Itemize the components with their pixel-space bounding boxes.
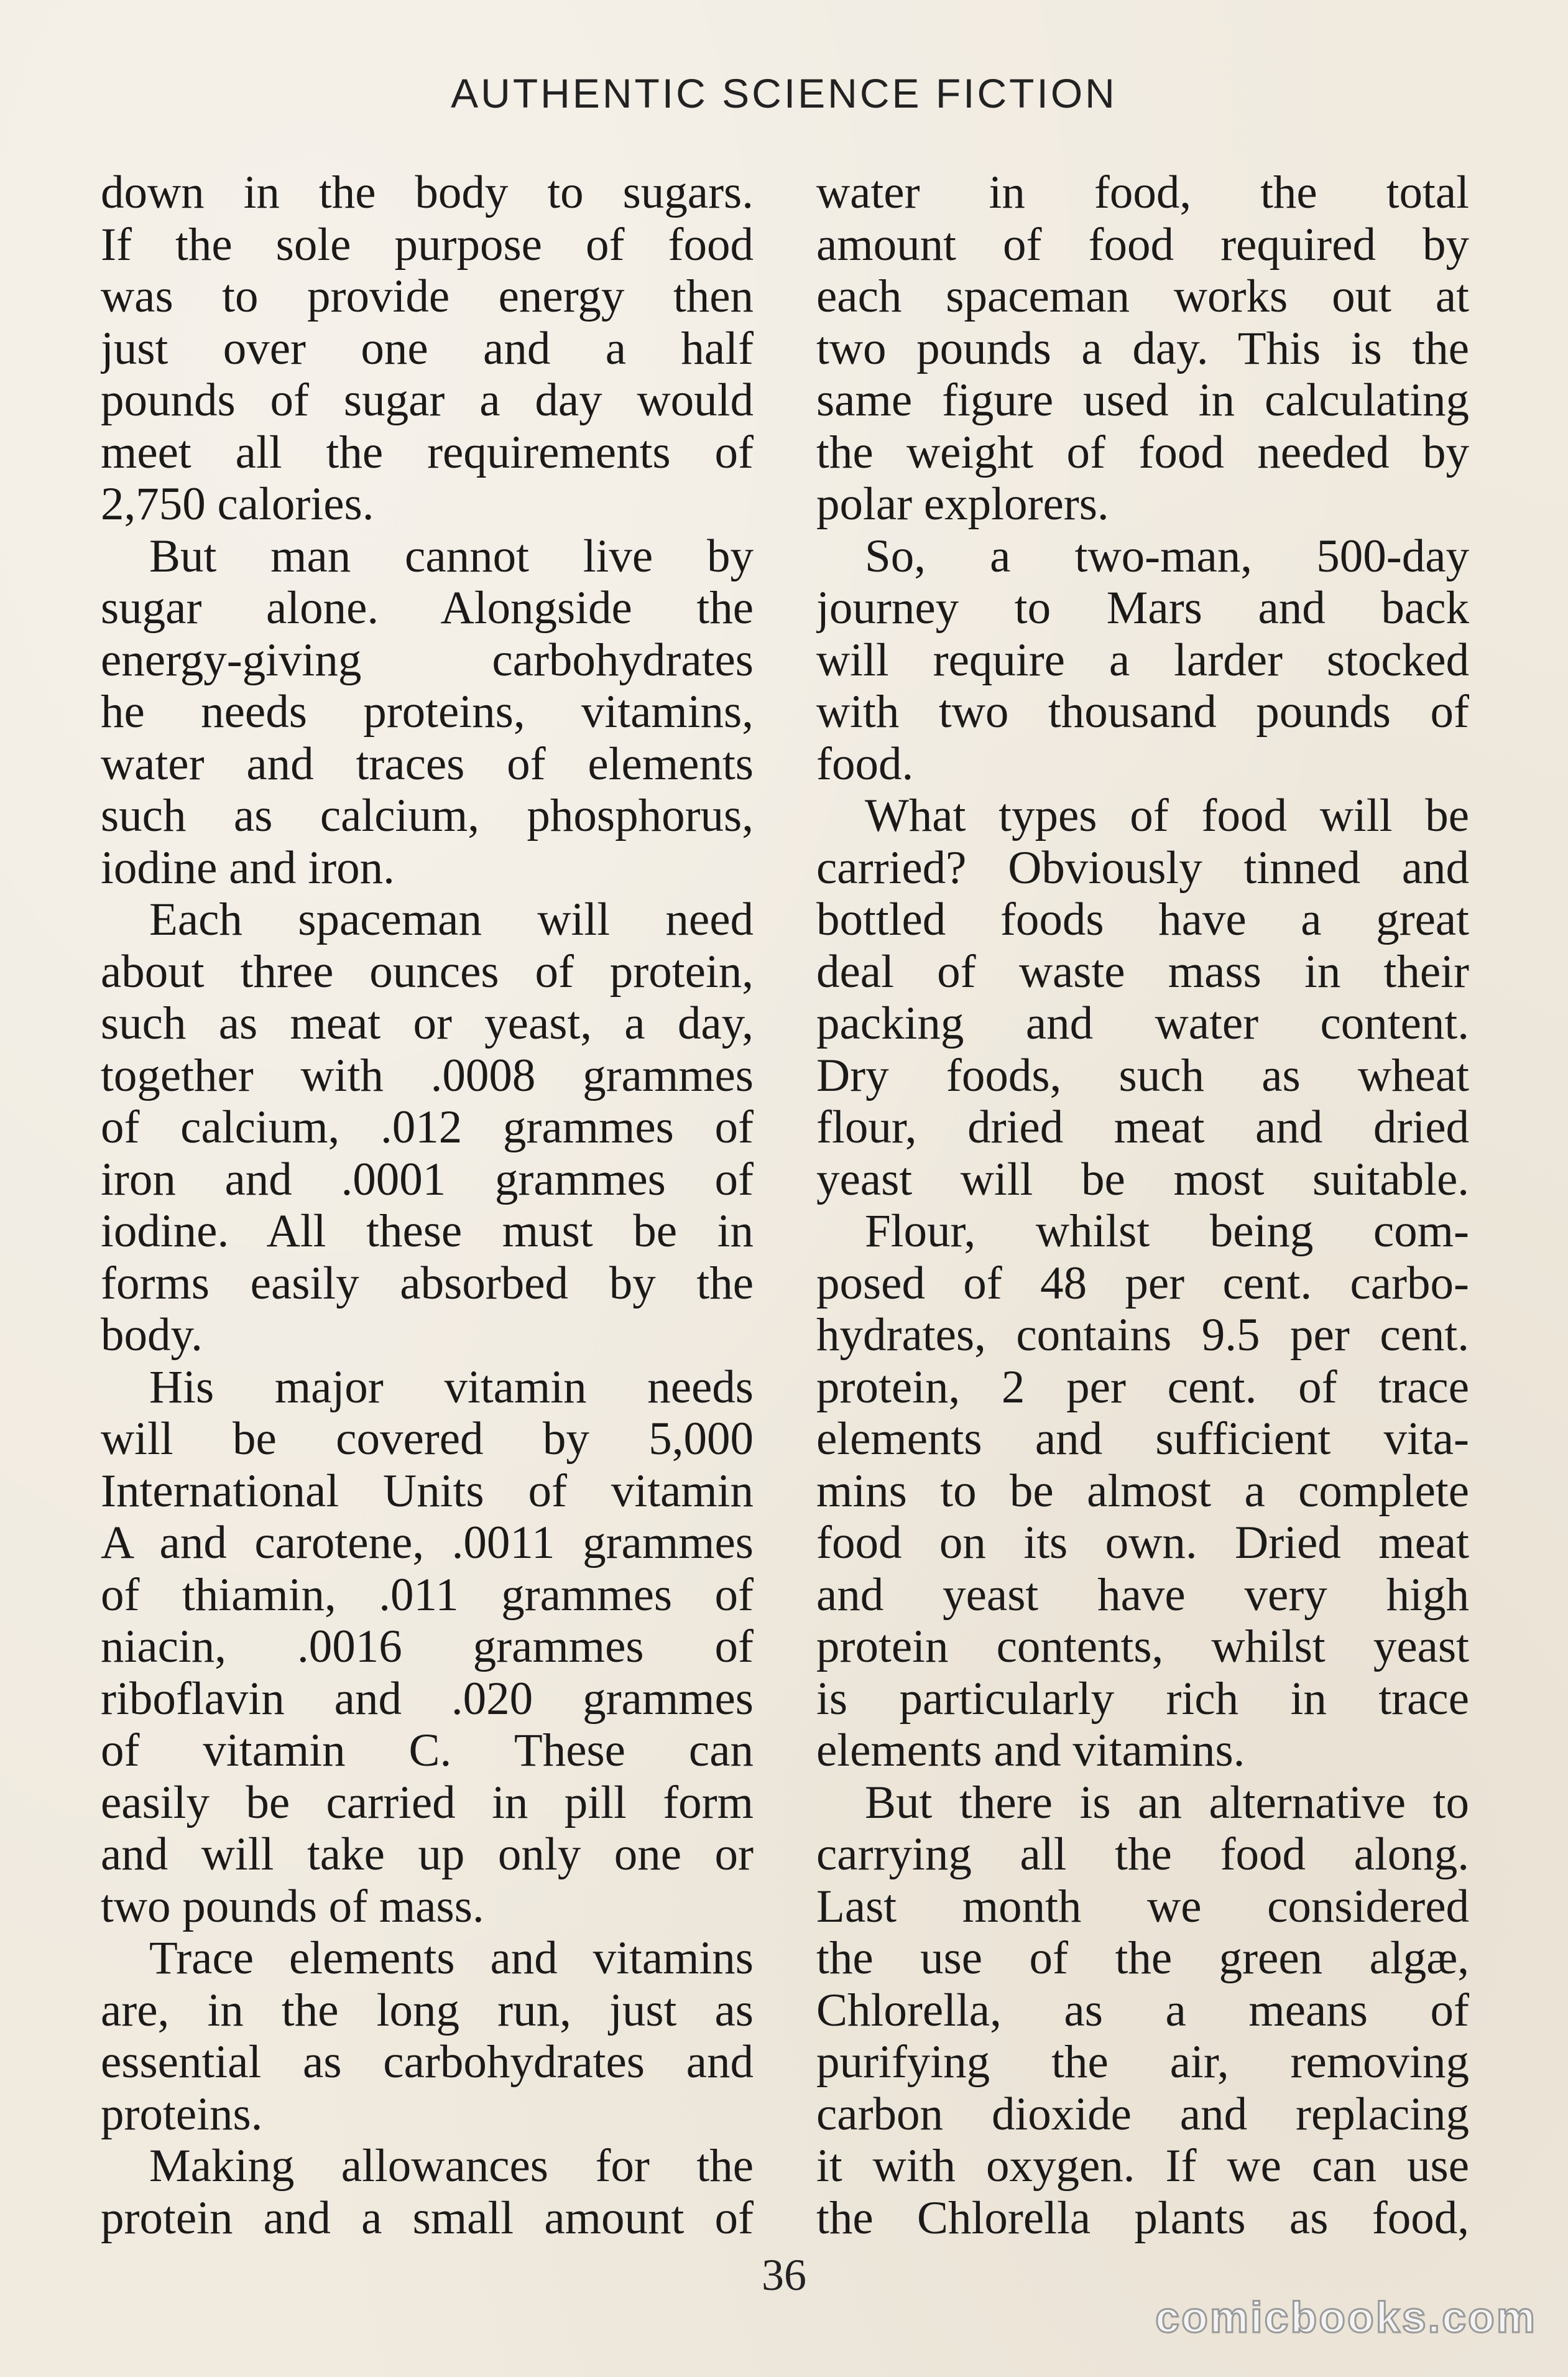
text-line: iodine. All these must be in	[101, 1205, 754, 1257]
paragraph-start-line: Flour, whilst being com-	[865, 1205, 1469, 1257]
text-line: the use of the green algæ,	[816, 1932, 1469, 1984]
text-line: pounds of sugar a day would	[101, 374, 754, 426]
text-line: easily be carried in pill form	[101, 1776, 754, 1828]
text-line: water and traces of elements	[101, 738, 754, 790]
paragraph-start-line: What types of food will be	[865, 790, 1469, 841]
text-line: water in food, the total	[816, 167, 1469, 218]
text-line: he needs proteins, vitamins,	[101, 686, 754, 738]
text-line: of vitamin C. These can	[101, 1725, 754, 1776]
text-line: proteins.	[101, 2088, 263, 2140]
text-line: down in the body to sugars.	[101, 167, 754, 218]
paragraph-start-line: So, a two-man, 500-day	[865, 530, 1469, 582]
text-line: mins to be almost a complete	[816, 1465, 1469, 1517]
text-line: carbon dioxide and replacing	[816, 2088, 1469, 2140]
text-line: of thiamin, .011 grammes of	[101, 1568, 754, 1621]
text-line: are, in the long run, just as	[101, 1984, 754, 2036]
text-line: riboflavin and .020 grammes	[101, 1672, 754, 1725]
text-line: such as calcium, phosphorus,	[101, 790, 754, 841]
text-line: iodine and iron.	[101, 841, 395, 894]
text-line: 2,750 calories.	[101, 478, 374, 530]
text-line: about three ounces of protein,	[101, 945, 754, 998]
text-line: and will take up only one or	[101, 1828, 754, 1880]
text-line: carried? Obviously tinned and	[816, 841, 1469, 894]
text-line: such as meat or yeast, a day,	[101, 998, 754, 1049]
text-line: sugar alone. Alongside the	[101, 582, 754, 634]
text-line: journey to Mars and back	[816, 582, 1469, 634]
text-line: each spaceman works out at	[816, 271, 1469, 322]
text-line: flour, dried meat and dried	[816, 1101, 1469, 1153]
text-line: was to provide energy then	[101, 271, 754, 322]
text-line: amount of food required by	[816, 218, 1469, 271]
text-line: carrying all the food along.	[816, 1828, 1469, 1880]
text-line: purifying the air, removing	[816, 2036, 1469, 2088]
text-line: forms easily absorbed by the	[101, 1257, 754, 1309]
text-line: the Chlorella plants as food,	[816, 2192, 1469, 2244]
left-text-column	[101, 167, 754, 2244]
text-line: bottled foods have a great	[816, 894, 1469, 945]
text-line: A and carotene, .0011 grammes	[101, 1517, 754, 1568]
text-line: posed of 48 per cent. carbo-	[816, 1257, 1469, 1309]
text-line: elements and vitamins.	[816, 1725, 1245, 1776]
text-line: niacin, .0016 grammes of	[101, 1621, 754, 1672]
text-line: meet all the requirements of	[101, 426, 754, 478]
text-line: protein and a small amount of	[101, 2192, 754, 2244]
text-line: protein contents, whilst yeast	[816, 1621, 1469, 1672]
text-line: Dry foods, such as wheat	[816, 1049, 1469, 1101]
text-line: elements and sufficient vita-	[816, 1413, 1469, 1465]
text-line: it with oxygen. If we can use	[816, 2140, 1469, 2192]
text-line: food.	[816, 738, 914, 790]
running-header: AUTHENTIC SCIENCE FICTION	[451, 70, 1117, 116]
text-line: deal of waste mass in their	[816, 945, 1469, 998]
text-line: If the sole purpose of food	[101, 218, 754, 271]
paragraph-start-line: His major vitamin needs	[149, 1361, 754, 1413]
text-line: is particularly rich in trace	[816, 1672, 1469, 1725]
text-line: will require a larder stocked	[816, 634, 1469, 686]
text-line: together with .0008 grammes	[101, 1049, 754, 1101]
text-line: Last month we considered	[816, 1880, 1469, 1932]
right-text-column	[816, 167, 1469, 2244]
text-line: of calcium, .012 grammes of	[101, 1101, 754, 1153]
paragraph-start-line: But man cannot live by	[149, 530, 754, 582]
text-line: will be covered by 5,000	[101, 1413, 754, 1465]
text-line: International Units of vitamin	[101, 1465, 754, 1517]
paragraph-start-line: But there is an alternative to	[865, 1776, 1469, 1828]
text-line: Chlorella, as a means of	[816, 1984, 1469, 2036]
text-line: energy-giving carbohydrates	[101, 634, 754, 686]
text-line: two pounds of mass.	[101, 1880, 484, 1932]
text-line: packing and water content.	[816, 998, 1469, 1049]
paragraph-start-line: Making allowances for the	[149, 2140, 754, 2192]
text-line: protein, 2 per cent. of trace	[816, 1361, 1469, 1413]
text-line: food on its own. Dried meat	[816, 1517, 1469, 1568]
text-line: hydrates, contains 9.5 per cent.	[816, 1309, 1469, 1361]
text-line: the weight of food needed by	[816, 426, 1469, 478]
text-line: body.	[101, 1309, 203, 1361]
text-line: yeast will be most suitable.	[816, 1153, 1469, 1205]
text-line: and yeast have very high	[816, 1568, 1469, 1621]
page-number: 36	[762, 2250, 806, 2300]
text-line: two pounds a day. This is the	[816, 322, 1469, 374]
text-line: polar explorers.	[816, 478, 1109, 530]
text-line: with two thousand pounds of	[816, 686, 1469, 738]
paragraph-start-line: Trace elements and vitamins	[149, 1932, 754, 1984]
text-line: iron and .0001 grammes of	[101, 1153, 754, 1205]
site-watermark: comicbooks.com	[1155, 2293, 1537, 2342]
text-line: same figure used in calculating	[816, 374, 1469, 426]
text-line: just over one and a half	[101, 322, 754, 374]
text-line: essential as carbohydrates and	[101, 2036, 754, 2088]
paragraph-start-line: Each spaceman will need	[149, 894, 754, 945]
